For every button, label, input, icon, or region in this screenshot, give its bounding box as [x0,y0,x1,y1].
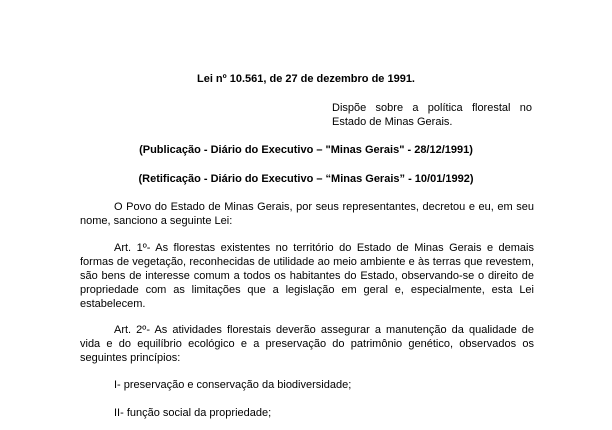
list-item: I- preservação e conservação da biodiversidade; [114,379,352,391]
publication-note: (Publicação - Diário do Executivo – "Minas Gerais" - 28/12/1991) [139,144,473,156]
article-2-paragraph: Art. 2º- As atividades florestais deverão assegurar a manutenção da qualidade de vida e do equilíbrio ecológico e a preservação do patrimônio genético, observados os seguintes princípios: [80,324,534,364]
law-summary: Dispõe sobre a política florestal no Estado de Minas Gerais. [332,102,532,128]
article-1-paragraph: Art. 1º- As florestas existentes no território do Estado de Minas Gerais e demais formas de vegetação, reconhecidas de utilidade ao meio ambiente e às terras que revestem, são bens de interesse comum a todos os habitantes do Estado, observando-se o direito de propriedade com as limitações que a legislação em geral e, especialmente, esta Lei estabelecem. [80,242,534,310]
list-item: II- função social da propriedade; [114,407,272,419]
preamble-paragraph: O Povo do Estado de Minas Gerais, por seus representantes, decretou e eu, em seu nome, sanciono a seguinte Lei: [80,201,534,227]
law-title: Lei nº 10.561, de 27 de dezembro de 1991. [196,73,415,85]
rectification-note: (Retificação - Diário do Executivo – “Minas Gerais” - 10/01/1992) [138,173,474,185]
